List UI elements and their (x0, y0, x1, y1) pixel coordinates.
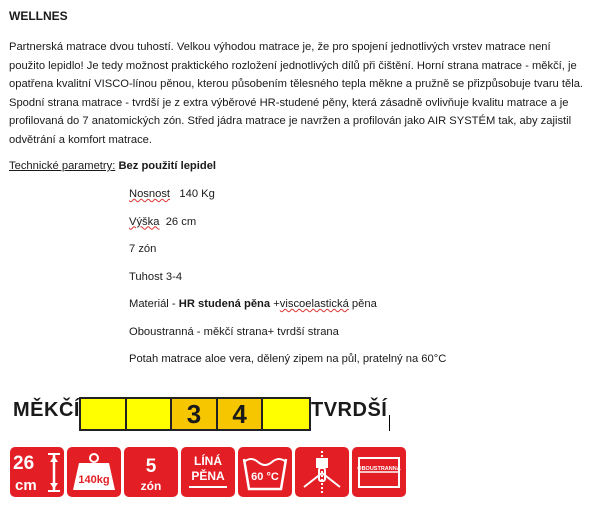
scale-firm-label: TVRDŠÍ (311, 399, 388, 421)
weight-icon (67, 447, 121, 497)
double-sided-icon (352, 447, 406, 497)
scale-cell-4: 4 (218, 399, 264, 429)
param-potah: Potah matrace aloe vera, dělený zipem na půl, pratelný na 60°C (129, 353, 447, 365)
param-tuhost: Tuhost 3-4 (129, 270, 183, 283)
tech-params-line (9, 160, 216, 172)
scale-cell-5 (263, 399, 309, 429)
tech-params-value: Bez použití lepidel (118, 160, 217, 172)
double-sided-label: OBOUSTRANNÁ (357, 466, 401, 472)
scale-cell-1 (81, 399, 127, 429)
height-number: 26 (13, 453, 35, 474)
scale-cell-3: 3 (172, 399, 218, 429)
foam-line1: LÍNÁ (194, 454, 222, 468)
zones-label: zón (140, 479, 162, 493)
text-cursor (389, 415, 390, 431)
zones-icon (124, 447, 178, 497)
product-description: Partnerská matrace dvou tuhostí. Velkou výhodou matrace je, že pro spojení jednotlivých vrstev matrace není použito lepidlo! Je tedy možnost praktického rozložení jednotlivých dílů při čištění. Horní strana matrace - měkčí, je opatřena kvalitní VISCO-línou pěnou, kterou působením tělesného tepla měkne a pružně se přizpůsobuje tvaru těla. Spodní strana matrace - tvrdší je z extra výběrové HR-studené pěny, která zásadně ovlivňuje kvalitu matrace a je profilovaná do 7 anatomických zón. Střed jádra matrace je navržen a profilován jako AIR SYSTÉM tak, aby zajistil odvětrání a komfort matrace. (9, 41, 584, 146)
param-nosnost: Nosnost 140 Kg (129, 188, 215, 200)
tech-params-label: Technické parametry: (9, 160, 116, 172)
param-zony: 7 zón (129, 243, 157, 255)
firmness-scale (79, 397, 311, 431)
scale-cell-2 (127, 399, 173, 429)
param-oboustranna: Oboustranná - měkčí strana+ tvrdší strana (129, 325, 339, 338)
param-material: Materiál - HR studená pěna +viscoelastická pěna (129, 298, 377, 310)
wash-60-icon (238, 447, 292, 497)
zipper-icon (295, 447, 349, 497)
param-vyska: Výška 26 cm (129, 215, 197, 228)
height-icon (10, 447, 64, 497)
zones-number: 5 (145, 456, 157, 477)
memory-foam-icon (181, 447, 235, 497)
weight-label: 140kg (78, 474, 110, 486)
product-title: WELLNES (9, 9, 68, 23)
foam-line2: PĚNA (191, 469, 225, 483)
scale-soft-label: MĚKČÍ (13, 399, 80, 421)
params-list (129, 186, 446, 379)
height-unit: cm (15, 477, 37, 494)
wash-temperature: 60 °C (251, 471, 279, 483)
